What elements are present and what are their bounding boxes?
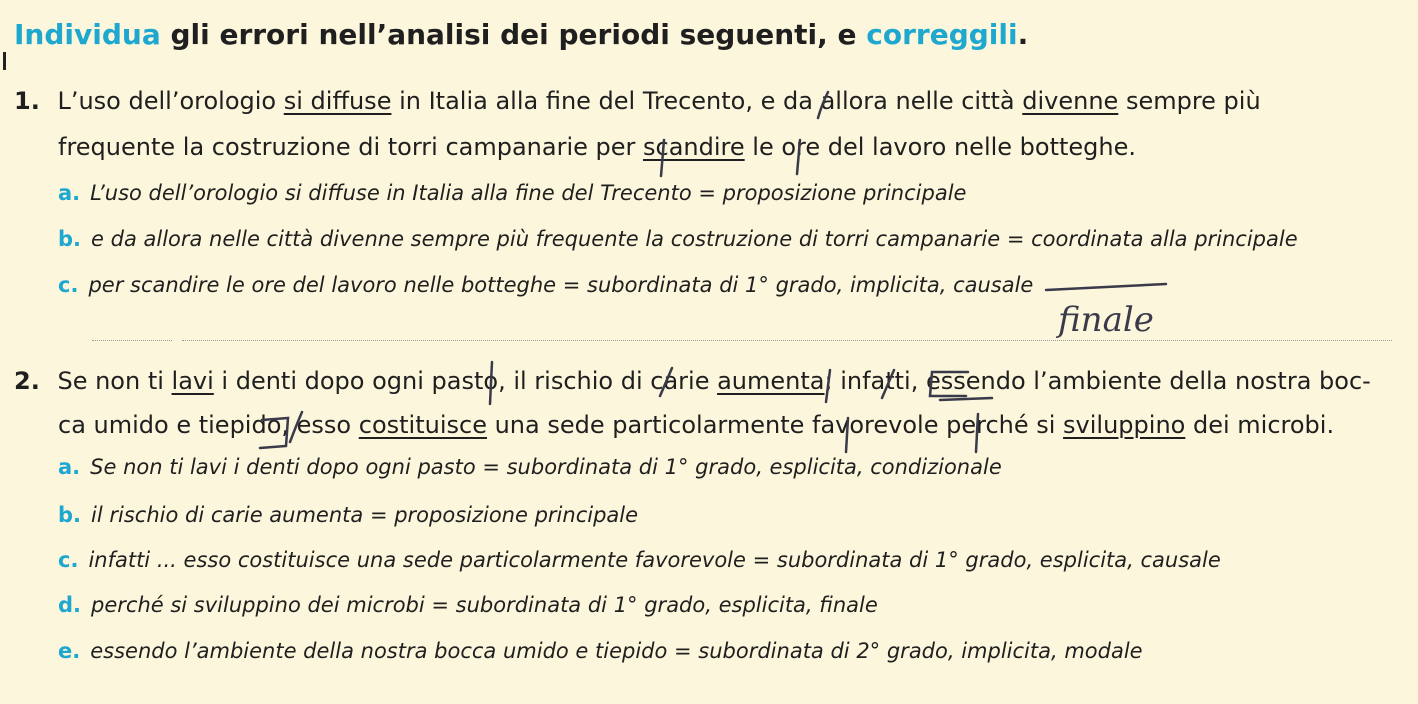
ex2-l1-a: Se non ti: [57, 367, 172, 395]
ex2-verb-aumenta: aumenta: [717, 367, 825, 395]
ex1-l1-e: sempre più: [1118, 87, 1261, 115]
ink-divider-mark: [826, 370, 830, 402]
ex1-l2-a: frequente la costruzione di torri campanarie per: [58, 133, 644, 161]
ink-divider-mark: [661, 140, 664, 176]
option-letter: c.: [58, 273, 79, 297]
option-letter: c.: [58, 548, 79, 572]
ink-bracket-mark: [930, 372, 968, 396]
option-letter: e.: [58, 639, 81, 663]
ink-strikethrough: [1046, 284, 1166, 290]
option-letter: a.: [58, 181, 81, 205]
ink-divider-mark: [660, 368, 672, 396]
ex1-l1-a: L’uso dell’orologio: [57, 87, 284, 115]
option-letter: d.: [58, 593, 82, 617]
option-text: e da allora nelle città divenne sempre più frequente la costruzione di torri campanarie = coordinata alla principale: [91, 227, 1298, 251]
option-text: L’uso dell’orologio si diffuse in Italia alla fine del Trecento = proposizione principale: [90, 181, 967, 205]
ink-bracket-mark: [940, 398, 992, 400]
ink-divider-mark: [882, 370, 894, 398]
ex1-number: 1.: [14, 87, 40, 115]
ex1-verb-si-diffuse: si diffuse: [283, 87, 392, 115]
heading-keyword-correggili: correggili: [866, 18, 1018, 51]
ex2-l1-e: ; infatti, essendo l’ambiente della nostra boc-: [824, 367, 1371, 395]
ex2-l2-a: ca umido e tiepido, esso: [58, 411, 359, 439]
ex1-verb-divenne: divenne: [1022, 87, 1119, 115]
ex2-verb-lavi: lavi: [171, 367, 214, 395]
ex1-l1-c: in Italia alla fine del Trecento, e da allora nelle città: [391, 87, 1023, 115]
handwritten-correction: finale: [1058, 300, 1154, 340]
option-letter: b.: [58, 503, 82, 527]
ink-divider-mark: [490, 362, 492, 404]
ex2-number: 2.: [14, 367, 40, 395]
ink-bracket-mark: [260, 418, 288, 448]
option-text: il rischio di carie aumenta = proposizione principale: [91, 503, 639, 527]
ex2-l2-e: dei microbi.: [1185, 411, 1335, 439]
ink-divider-mark: [846, 418, 848, 452]
option-text: Se non ti lavi i denti dopo ogni pasto = subordinata di 1° grado, esplicita, condizionale: [90, 455, 1002, 479]
ex2-verb-sviluppino: sviluppino: [1063, 411, 1186, 439]
heading-keyword-individua: Individua: [14, 18, 161, 51]
ex2-verb-costituisce: costituisce: [358, 411, 487, 439]
ex1-verb-scandire: scandire: [643, 133, 745, 161]
ink-divider-mark: [976, 414, 978, 452]
ink-divider-mark: [797, 140, 800, 174]
heading-period: .: [1017, 18, 1029, 51]
option-letter: a.: [58, 455, 81, 479]
ink-divider-mark: [290, 412, 302, 442]
option-text: per scandire le ore del lavoro nelle botteghe = subordinata di 1° grado, implicita, causale: [88, 273, 1034, 297]
ex2-l2-c: una sede particolarmente favorevole perché si: [486, 411, 1064, 439]
heading-text: gli errori nell’analisi dei periodi seguenti, e: [160, 18, 867, 51]
option-letter: b.: [58, 227, 82, 251]
ex1-l2-c: le ore del lavoro nelle botteghe.: [744, 133, 1137, 161]
ex2-l1-c: i denti dopo ogni pasto, il rischio di carie: [213, 367, 718, 395]
ink-divider-mark: [818, 92, 828, 118]
option-text: perché si sviluppino dei microbi = subordinata di 1° grado, esplicita, finale: [91, 593, 878, 617]
option-text: infatti ... esso costituisce una sede particolarmente favorevole = subordinata di 1° grado, esplicita, causale: [88, 548, 1221, 572]
option-text: essendo l’ambiente della nostra bocca umido e tiepido = subordinata di 2° grado, implicita, modale: [90, 639, 1143, 663]
